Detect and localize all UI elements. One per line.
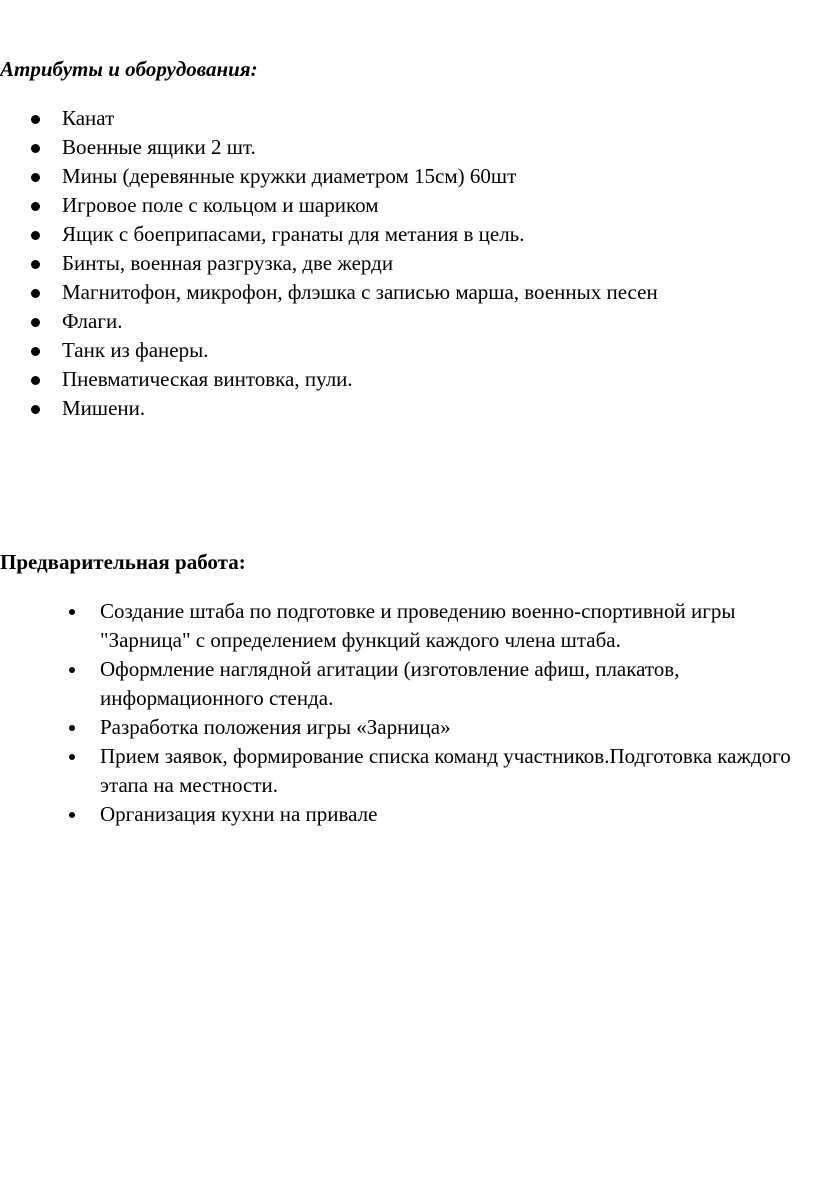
- bullet-icon: [31, 231, 40, 240]
- list-item-text: Ящик с боеприпасами, гранаты для метания в цель.: [62, 222, 525, 246]
- list-item-text: Канат: [62, 106, 115, 130]
- list-item-text: Флаги.: [62, 309, 123, 333]
- bullet-icon: [31, 144, 40, 153]
- bullet-icon: [31, 347, 40, 356]
- bullet-icon: [31, 173, 40, 182]
- list-item-text: Пневматическая винтовка, пули.: [62, 367, 353, 391]
- bullet-icon: [31, 376, 40, 385]
- list-item: [0, 191, 658, 220]
- bullet-icon: [31, 405, 40, 414]
- list-item: [0, 365, 658, 394]
- bullet-icon: [31, 202, 40, 211]
- list-item-text: Оформление наглядной агитации (изготовление афиш, плакатов, информационного стенда.: [100, 657, 680, 710]
- bullet-icon: [31, 289, 40, 298]
- list-item: [0, 307, 658, 336]
- list-item: [0, 133, 658, 162]
- attributes-list: [0, 104, 658, 423]
- preparation-list: [0, 597, 816, 829]
- list-item-text: Создание штаба по подготовке и проведению военно-спортивной игры "Зарница" с определением функций каждого члена штаба.: [100, 599, 736, 652]
- list-item: [0, 597, 816, 655]
- bullet-icon: [69, 725, 75, 731]
- attributes-heading: Атрибуты и оборудования:: [0, 57, 258, 81]
- bullet-icon: [69, 609, 75, 615]
- bullet-icon: [69, 812, 75, 818]
- bullet-icon: [31, 115, 40, 124]
- bullet-icon: [69, 754, 75, 760]
- list-item-text: Игровое поле с кольцом и шариком: [62, 193, 379, 217]
- list-item-text: Мины (деревянные кружки диаметром 15см) 60шт: [62, 164, 517, 188]
- list-item-text: Танк из фанеры.: [62, 338, 209, 362]
- list-item: [0, 742, 816, 800]
- list-item: [0, 336, 658, 365]
- bullet-icon: [69, 667, 75, 673]
- list-item-text: Военные ящики 2 шт.: [62, 135, 256, 159]
- list-item-text: Прием заявок, формирование списка команд участников.Подготовка каждого этапа на местности.: [100, 744, 791, 797]
- list-item-text: Мишени.: [62, 396, 146, 420]
- bullet-icon: [31, 318, 40, 327]
- list-item-text: Разработка положения игры «Зарница»: [100, 715, 451, 739]
- list-item: [0, 394, 658, 423]
- list-item-text: Организация кухни на привале: [100, 802, 378, 826]
- list-item: [0, 800, 816, 829]
- list-item: [0, 655, 816, 713]
- bullet-icon: [31, 260, 40, 269]
- list-item-text: Бинты, военная разгрузка, две жерди: [62, 251, 394, 275]
- list-item-text: Магнитофон, микрофон, флэшка с записью марша, военных песен: [62, 280, 658, 304]
- list-item: [0, 278, 658, 307]
- list-item: [0, 162, 658, 191]
- list-item: [0, 713, 816, 742]
- list-item: [0, 249, 658, 278]
- preparation-heading: Предварительная работа:: [0, 550, 246, 574]
- list-item: [0, 104, 658, 133]
- list-item: [0, 220, 658, 249]
